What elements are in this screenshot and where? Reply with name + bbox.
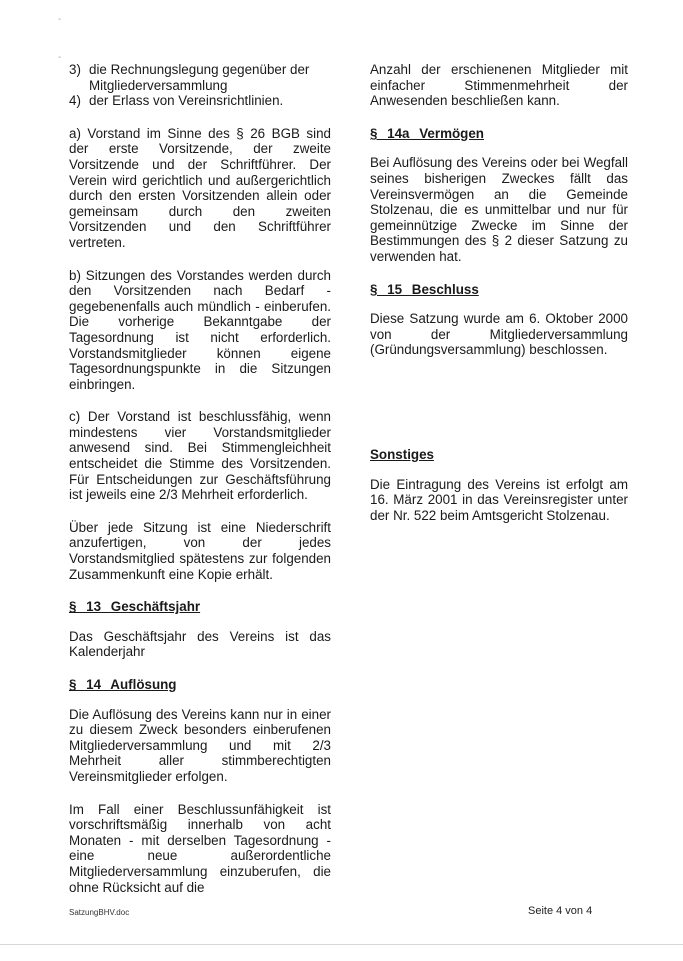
page-edge-line <box>0 944 683 945</box>
paragraph-14a-assets: Bei Auflösung des Vereins oder bei Wegfall seines bisherigen Zweckes fällt das Vereinsvermögen an die Gemeinde Stolzenau, die es unmittelbar und nur für gemeinnützige Zwecke im Sinne der Bestimmungen des § 2 dieser Satzung zu verwenden hat. <box>370 155 628 264</box>
document-page: - - 3) die Rechnungslegung gegenüber der Mitgliederversammlung 4) der Erlass von Vereinsrichtlinien. a) Vorstand im Sinne des § 26 BGB sind der erste Vorsitzende, der zweite Vorsitzende und der Schriftführer. Der Verein wird gerichtlich und außergerichtlich durch den ersten Vorsitzenden allein oder gemeinsam durch den zweiten Vorsitzenden und den Schriftführer vertreten. b) Sitzungen des Vorstandes werden durch den Vorsitzenden nach Bedarf - gegebenenfalls auch mündlich - einberufen. Die vorherige Bekanntgabe der Tagesordnung ist nicht erforderlich. Vorstandsmitglieder können eigene Tagesordnungspunkte in die Sitzungen einbringen. c) Der Vorstand ist beschlussfähig, wenn mindestens vier Vorstandsmitglieder anwesend sind. Bei Stimmengleichheit entscheidet die Stimme des Vorsitzenden. Für Entscheidungen zur Geschäftsführung ist jeweils eine 2/3 Mehrheit erforderlich. Über jede Sitzung ist eine Niederschrift anzufertigen, von der jedes Vorstandsmitglied spätestens zur folgenden Zusammenkunft eine Kopie erhält. § 13 Geschäftsjahr Das Geschäftsjahr des Vereins ist das Kalenderjahr § 14 Auflösung Die Auflösung des Vereins kann nur in einer zu diesem Zweck besonders einberufenen Mitgliederversammlung und mit 2/3 Mehrheit aller stimmberechtigten Vereinsmitglieder erfolgen. Im Fall einer Beschlussunfähigkeit ist vorschriftsmäßig innerhalb von acht Monaten - mit derselben Tagesordnung - eine neue außerordentliche Mitgliederversammlung einzuberufen, die ohne Rücksicht auf die Anzahl der erschienenen Mitglieder mit einfacher Stimmenmehrheit der Anwesenden beschließen kann. § 14a Vermögen Bei Auflösung des Vereins oder bei Wegfall seines bisherigen Zweckes fällt das Vereinsvermögen an die Gemeinde Stolzenau, die es unmittelbar und nur für gemeinnützige Zwecke im Sinne der Bestimmungen des § 2 dieser Satzung zu verwenden hat. § 15 Beschluss Diese Satzung wurde am 6. Oktober 2000 von der Mitgliederversammlung (Gründungsversammlung) beschlossen. Sonstiges Die Eintragung des Vereins ist erfolgt am 16. März 2001 in das Vereinsregister unter der Nr. 522 beim Amtsgericht Stolzenau. SatzungBHV.doc Seite 4 von 4 <box>0 0 683 961</box>
paragraph-14b: Im Fall einer Beschlussunfähigkeit ist vorschriftsmäßig innerhalb von acht Monaten - mit derselben Tagesordnung - eine neue außerordentliche Mitgliederversammlung einzuberufen, die ohne Rücksicht auf die <box>69 801 331 895</box>
heading-14: § 14 Auflösung <box>69 677 177 692</box>
heading-14a: § 14a Vermögen <box>370 125 484 141</box>
list-item: 4) der Erlass von Vereinsrichtlinien. <box>69 93 284 109</box>
right-column <box>370 62 628 540</box>
heading-13: § 13 Geschäftsjahr <box>69 599 201 615</box>
footer-filename: SatzungBHV.doc <box>69 908 130 917</box>
list-item: 3) die Rechnungslegung gegenüber der Mitgliederversammlung <box>69 62 310 93</box>
paragraph-14a: Die Auflösung des Vereins kann nur in einer zu diesem Zweck besonders einberufenen Mitgliederversammlung und mit 2/3 Mehrheit aller stimmberechtigten Vereinsmitglieder erfolgen. <box>69 706 331 784</box>
heading-sonstiges: Sonstiges <box>370 446 434 462</box>
paragraph-sonstiges: Die Eintragung des Vereins ist erfolgt am 16. März 2001 in das Vereinsregister unter der Nr. 522 beim Amtsgericht Stolzenau. <box>370 476 628 523</box>
paragraph-13: Das Geschäftsjahr des Vereins ist das Kalenderjahr <box>69 628 331 660</box>
paragraph-b: b) Sitzungen des Vorstandes werden durch den Vorsitzenden nach Bedarf - gegebenenfalls auch mündlich - einberufen. Die vorherige Bekanntgabe der Tagesordnung ist nicht erforderlich. Vorstandsmitglieder können eigene Tagesordnungspunkte in die Sitzungen einbringen. <box>69 267 331 392</box>
paragraph-minutes: Über jede Sitzung ist eine Niederschrift anzufertigen, von der jedes Vorstandsmitglied spätestens zur folgenden Zusammenkunft eine Kopie erhält. <box>69 519 331 582</box>
heading-15: § 15 Beschluss <box>370 281 479 297</box>
left-column <box>69 62 331 912</box>
footer-page-number: Seite 4 von 4 <box>528 905 593 917</box>
paragraph-15: Diese Satzung wurde am 6. Oktober 2000 von der Mitgliederversammlung (Gründungsversammlung) beschlossen. <box>370 311 628 358</box>
duties-list <box>69 62 331 109</box>
paragraph-a: a) Vorstand im Sinne des § 26 BGB sind der erste Vorsitzende, der zweite Vorsitzende und der Schriftführer. Der Verein wird gerichtlich und außergerichtlich durch den ersten Vorsitzenden allein oder gemeinsam durch den zweiten Vorsitzenden und den Schriftführer vertreten. <box>69 125 331 250</box>
paragraph-c: c) Der Vorstand ist beschlussfähig, wenn mindestens vier Vorstandsmitglieder anwesend sind. Bei Stimmengleichheit entscheidet die Stimme des Vorsitzenden. Für Entscheidungen zur Geschäftsführung ist jeweils eine 2/3 Mehrheit erforderlich. <box>69 409 331 503</box>
paragraph-14b-continued: Anzahl der erschienenen Mitglieder mit einfacher Stimmenmehrheit der Anwesenden beschließen kann. <box>370 62 628 109</box>
